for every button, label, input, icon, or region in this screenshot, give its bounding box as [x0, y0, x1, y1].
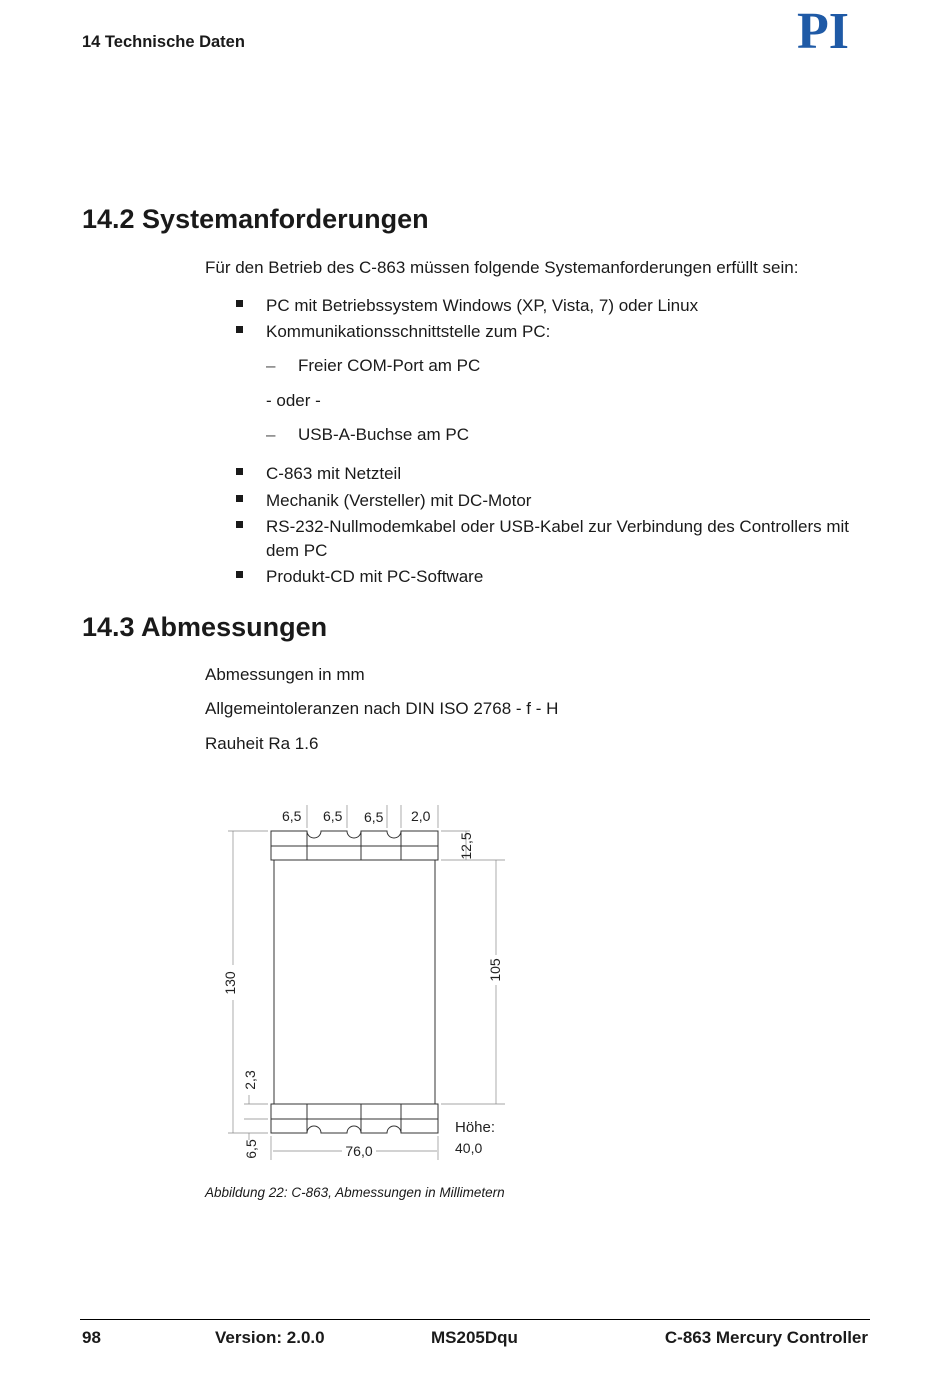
figure-caption: Abbildung 22: C-863, Abmessungen in Millimetern — [205, 1185, 505, 1200]
or-text: - oder - — [266, 391, 321, 410]
height-value: 40,0 — [455, 1140, 483, 1156]
pi-logo — [776, 4, 870, 52]
dimension-drawing — [213, 800, 513, 1170]
bullet-icon — [236, 468, 243, 475]
list-item: RS-232-Nullmodemkabel oder USB-Kabel zur Verbindung des Controllers mit dem PC — [236, 515, 876, 563]
bullet-icon — [236, 326, 243, 333]
right-height-dim-label: 105 — [487, 958, 503, 982]
list-item: Kommunikationsschnittstelle zum PC: — [236, 320, 876, 344]
bullet-icon — [236, 521, 243, 528]
page-number: 98 — [82, 1328, 101, 1347]
list-item: PC mit Betriebssystem Windows (XP, Vista, 7) oder Linux — [236, 294, 876, 318]
section-title-systemanforderungen: 14.2 Systemanforderungen — [82, 204, 429, 234]
left-mid-dim-label: 2,3 — [242, 1070, 258, 1090]
right-top-dim-label: 12,5 — [458, 832, 474, 860]
bullet-icon — [236, 495, 243, 502]
sub-list-item: – USB-A-Buchse am PC — [266, 425, 469, 444]
top-dim-label: 6,5 — [364, 809, 384, 825]
top-dim-label: 6,5 — [282, 808, 302, 824]
tolerance-note: Allgemeintoleranzen nach DIN ISO 2768 - f - H — [205, 699, 559, 718]
roughness-note: Rauheit Ra 1.6 — [205, 734, 319, 753]
height-label: Höhe: — [455, 1119, 496, 1136]
list-item: Produkt-CD mit PC-Software — [236, 565, 876, 589]
top-dim-label: 2,0 — [411, 808, 431, 824]
chapter-header: 14 Technische Daten — [82, 33, 245, 51]
logo-text: PI — [797, 4, 849, 52]
left-bottom-dim-label: 6,5 — [243, 1139, 259, 1159]
footer-rule — [80, 1319, 870, 1320]
sub-list-item: – Freier COM-Port am PC — [266, 356, 481, 375]
dimension-note: Abmessungen in mm — [205, 665, 365, 684]
dash-icon: – — [266, 356, 276, 375]
footer-product: C-863 Mercury Controller — [664, 1328, 868, 1347]
intro-text: Für den Betrieb des C-863 müssen folgende Systemanforderungen erfüllt sein: — [205, 258, 799, 277]
list-item: C-863 mit Netzteil — [236, 462, 876, 486]
left-height-dim-label: 130 — [222, 971, 238, 995]
list-item: Mechanik (Versteller) mit DC-Motor — [236, 489, 876, 513]
bottom-width-dim-label: 76,0 — [345, 1143, 373, 1159]
bullet-icon — [236, 571, 243, 578]
section-title-abmessungen: 14.3 Abmessungen — [82, 612, 328, 642]
dash-icon: – — [266, 425, 276, 444]
top-dim-label: 6,5 — [323, 808, 343, 824]
footer-version: Version: 2.0.0 — [215, 1328, 325, 1347]
footer-doc-id: MS205Dqu — [431, 1328, 518, 1347]
bullet-icon — [236, 300, 243, 307]
